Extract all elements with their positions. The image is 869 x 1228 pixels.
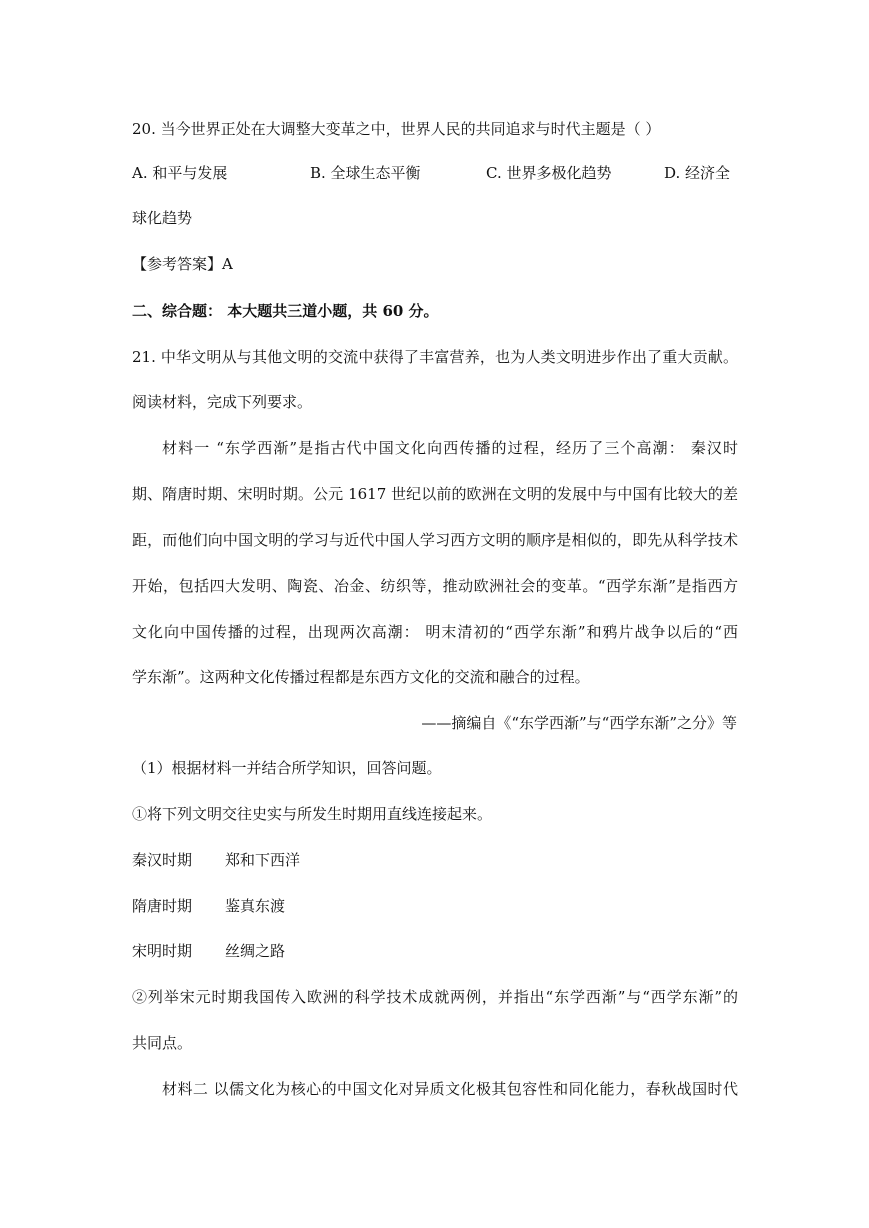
option-d: D. 经济全: [664, 164, 731, 182]
task-2-continuation: 共同点。: [132, 1034, 193, 1052]
material-1-line: 文化向中国传播的过程，出现两次高潮： 明末清初的“西学东渐”和鸦片战争以后的“西: [132, 623, 738, 641]
question-21-stem: 21. 中华文明从与其他文明的交流中获得了丰富营养，也为人类文明进步作出了重大贡献。: [132, 348, 738, 366]
material-1-source: ——摘编自《“东学西渐”与“西学东渐”之分》等: [421, 714, 737, 732]
sub-question-1: （1）根据材料一并结合所学知识，回答问题。: [132, 759, 442, 777]
material-1-line: 开始，包括四大发明、陶瓷、冶金、纺织等，推动欧洲社会的变革。“西学东渐”是指西方: [132, 577, 738, 595]
material-1-line: 距，而他们向中国文明的学习与近代中国人学习西方文明的顺序是相似的，即先从科学技术: [132, 531, 738, 549]
match-event: 鉴真东渡: [225, 897, 286, 915]
material-1-line: 材料一 “东学西渐”是指古代中国文化向西传播的过程，经历了三个高潮： 秦汉时: [162, 439, 738, 457]
reference-answer: 【参考答案】A: [132, 255, 233, 273]
match-period: 宋明时期: [132, 942, 193, 960]
question-20-stem: 20. 当今世界正处在大调整大变革之中，世界人民的共同追求与时代主题是（ ）: [132, 120, 661, 138]
material-1-line: 期、隋唐时期、宋明时期。公元 1617 世纪以前的欧洲在文明的发展中与中国有比较大的差: [132, 485, 738, 503]
option-d-continuation: 球化趋势: [132, 209, 193, 227]
match-period: 秦汉时期: [132, 851, 193, 869]
option-a: A. 和平与发展: [132, 164, 228, 182]
match-event: 丝绸之路: [225, 942, 286, 960]
question-21-instruction: 阅读材料，完成下列要求。: [132, 393, 313, 411]
option-b: B. 全球生态平衡: [310, 164, 421, 182]
task-1: ①将下列文明交往史实与所发生时期用直线连接起来。: [132, 805, 493, 823]
section-heading: 二、综合题： 本大题共三道小题，共 60 分。: [132, 302, 439, 320]
match-event: 郑和下西洋: [225, 851, 301, 869]
option-c: C. 世界多极化趋势: [486, 164, 612, 182]
material-1-line: 学东渐”。这两种文化传播过程都是东西方文化的交流和融合的过程。: [132, 668, 590, 686]
task-2: ②列举宋元时期我国传入欧洲的科学技术成就两例，并指出“东学西渐”与“西学东渐”的: [132, 988, 738, 1006]
material-2-line: 材料二 以儒文化为核心的中国文化对异质文化极其包容性和同化能力，春秋战国时代: [162, 1080, 738, 1098]
match-period: 隋唐时期: [132, 897, 193, 915]
